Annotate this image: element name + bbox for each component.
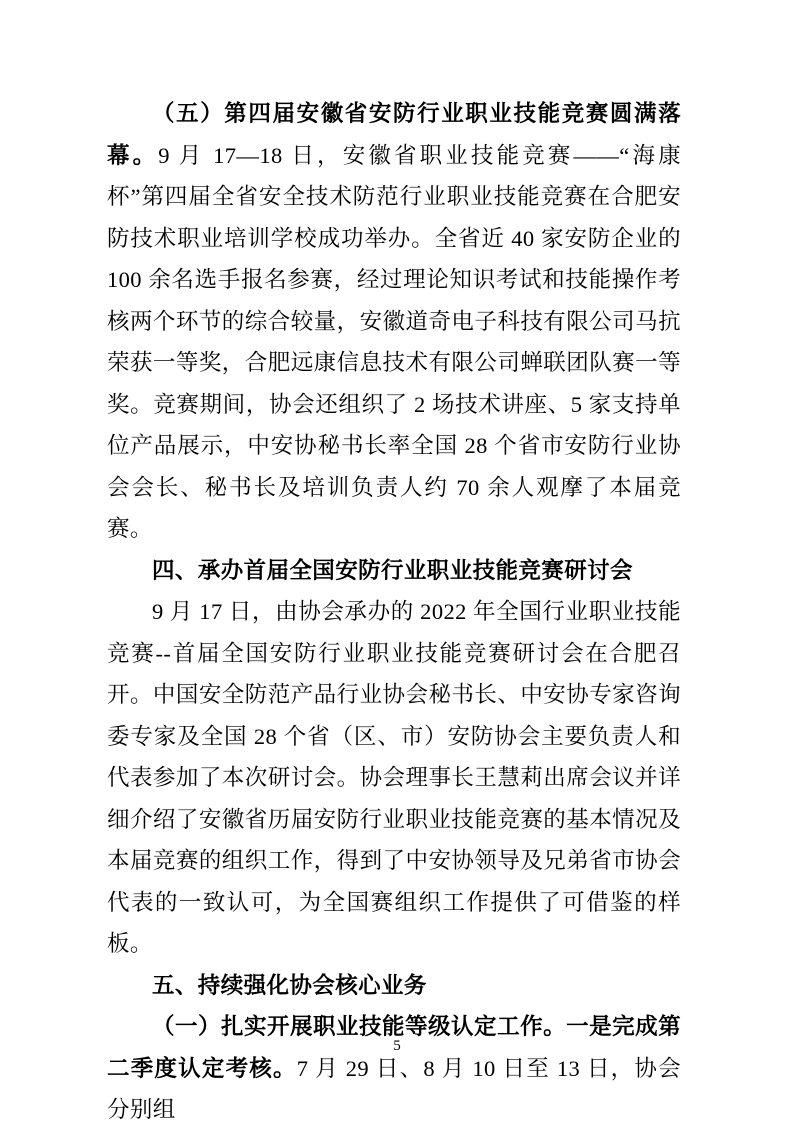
paragraph-text: 9 月 17—18 日，安徽省职业技能竞赛——“海康杯”第四届全省安全技术防范行业职业技能竞赛在合肥安防技术职业培训学校成功举办。全省近 40 家安防企业的 100 余名选手报名参赛，经过理论知识考试和技能操作考核两个环节的综合较量，安徽道奇电子科技有限公司马抗荣获一等奖，合肥远康信息技术有限公司蝉联团队赛一等奖。竞赛期间，协会还组织了 2 场技术讲座、5 家支持单位产品展示，中安协秘书长率全国 28 个省市安防行业协会会长、秘书长及培训负责人约 70 余人观摩了本届竞赛。 xyxy=(107,142,681,541)
section-heading-4: 四、承办首届全国安防行业职业技能竞赛研讨会 xyxy=(152,557,633,583)
paragraph-text: 9 月 17 日，由协会承办的 2022 年全国行业职业技能竞赛--首届全国安防行业职业技能竞赛研讨会在合肥召开。中国安全防范产品行业协会秘书长、中安协专家咨询委专家及全国 28 个省（区、市）安防协会主要负责人和代表参加了本次研讨会。协会理事长王慧莉出席会议并详细介绍了安徽省历届安防行业职业技能竞赛的基本情况及本届竞赛的组织工作，得到了中安协领导及兄弟省市协会代表的一致认可，为全国赛组织工作提供了可借鉴的样板。 xyxy=(107,599,681,956)
document-body xyxy=(107,93,681,1123)
section-heading-5: 五、持续强化协会核心业务 xyxy=(152,972,427,998)
paragraph-seminar xyxy=(107,591,681,965)
paragraph-text: 7 月 29 日、8 月 10 日至 13 日，协会分别组 xyxy=(107,1055,682,1122)
paragraph-section-5 xyxy=(107,93,681,550)
page-number: 5 xyxy=(393,1038,401,1054)
paragraph-bold-lead: （一）扎实开展职业技能等级认定工作。一是完成第二季度认定考核。 xyxy=(107,1014,681,1081)
page-footer xyxy=(0,1036,794,1056)
paragraph-skill-certification xyxy=(107,1006,681,1123)
paragraph-bold-lead: （五）第四届安徽省安防行业职业技能竞赛圆满落幕。 xyxy=(107,101,681,168)
